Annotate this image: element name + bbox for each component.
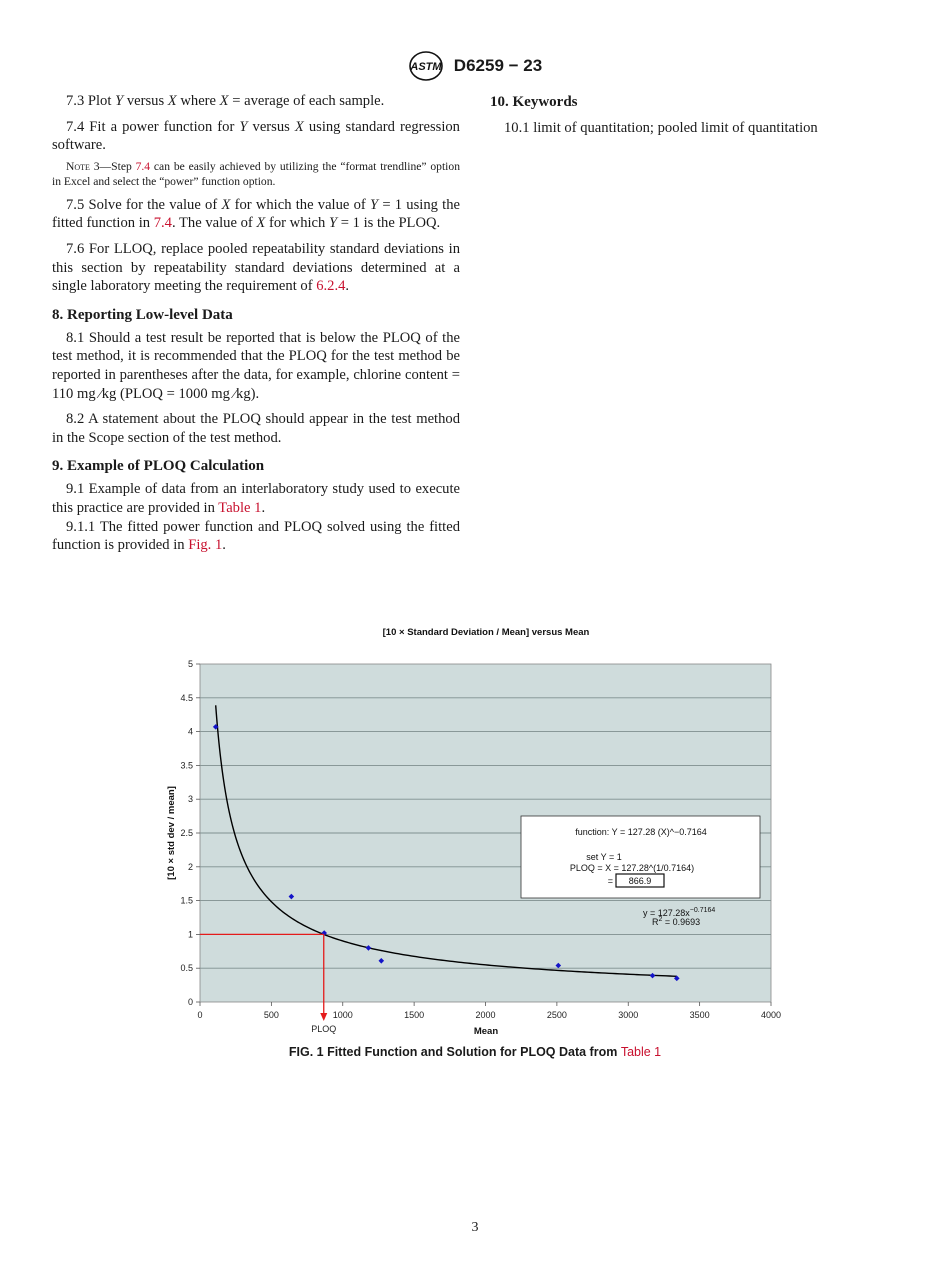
y-tick-label: 2 <box>187 861 193 872</box>
y-tick-label: 2.5 <box>180 828 193 838</box>
heading-9: 9. Example of PLOQ Calculation <box>52 458 265 475</box>
para-9-1-1: 9.1.1 The fitted power function and PLOQ solved using the fitted function is provided in Fig. 1. <box>52 518 460 554</box>
para-7-3: 7.3 Plot Y versus X where X = average of each sample. <box>66 93 385 109</box>
y-tick-label: 3 <box>187 794 193 805</box>
trendline-equation: $y = 127.28x^{-0.7164}$ <box>643 907 716 918</box>
function-line: function: Y = 127.28 (X)^−0.7164 <box>575 827 707 837</box>
y-tick-label: 5 <box>187 659 193 669</box>
y-tick-label: 1 <box>187 929 193 940</box>
para-8-1: 8.1 Should a test result be reported that is below the PLOQ of the test method, it is recommended that the PLOQ for the test method be reported in parentheses after the data, for example, chlorine content = 110 mg ⁄kg (PLOQ = 1000 mg ⁄kg). <box>52 329 460 402</box>
set-y-line: set Y = 1 <box>586 852 622 862</box>
x-tick-label: 1500 <box>404 1010 425 1020</box>
heading-10: 10. Keywords <box>490 94 578 110</box>
ploq-value: 866.9 <box>628 876 652 886</box>
link-6-2-4[interactable]: 6.2.4 <box>316 278 346 295</box>
page-number: 3 <box>471 1220 479 1235</box>
x-tick-label: 4000 <box>760 1010 782 1020</box>
y-tick-label: 1.5 <box>180 895 193 906</box>
left-column <box>52 92 460 555</box>
x-axis-label: Mean <box>473 1026 499 1037</box>
equals-sign: = <box>607 876 613 886</box>
y-axis-label: [10 × std dev / mean] <box>166 786 177 880</box>
y-axis-ticks <box>180 659 200 1007</box>
para-10-1: 10.1 limit of quantitation; pooled limit of quantitation <box>504 120 818 136</box>
link-fig-1[interactable]: Fig. 1 <box>188 537 223 554</box>
x-tick-label: 500 <box>263 1010 279 1020</box>
function-box <box>521 816 760 898</box>
x-tick-label: 3000 <box>618 1010 639 1020</box>
astm-logo-text: ASTM <box>410 61 442 73</box>
link-7-4[interactable]: 7.4 <box>135 159 151 173</box>
x-tick-label: 1000 <box>332 1010 353 1020</box>
x-tick-label: 2000 <box>475 1010 496 1020</box>
page-header <box>0 50 950 82</box>
para-7-4: 7.4 Fit a power function for Y versus X using standard regression software. <box>52 118 460 154</box>
chart-svg <box>150 620 800 1060</box>
y-tick-label: 4 <box>187 726 193 737</box>
y-tick-label: 3.5 <box>180 760 193 771</box>
y-tick-label: 4.5 <box>180 692 193 703</box>
x-tick-label: 0 <box>197 1010 203 1020</box>
astm-logo <box>408 50 444 82</box>
y-tick-label: 0.5 <box>180 963 193 974</box>
chart-title: [10 × Standard Deviation / Mean] versus Mean <box>382 627 590 638</box>
ploq-formula-line: PLOQ = X = 127.28^(1/0.7164) <box>569 863 695 873</box>
figure-caption: FIG. 1 Fitted Function and Solution for PLOQ Data from Table 1 <box>288 1045 662 1059</box>
document-designation: D6259 − 23 <box>453 56 543 75</box>
right-column <box>490 92 900 138</box>
x-axis-ticks <box>197 1002 781 1020</box>
para-9-1: 9.1 Example of data from an interlaboratory study used to execute this practice are provided in Table 1. <box>52 481 460 516</box>
link-7-4-b[interactable]: 7.4 <box>153 215 172 232</box>
para-8-2: 8.2 A statement about the PLOQ should appear in the test method in the Scope section of the test method. <box>52 411 460 446</box>
y-tick-label: 0 <box>187 997 193 1007</box>
heading-8: 8. Reporting Low-level Data <box>52 306 233 323</box>
link-table-1[interactable]: Table 1 <box>218 499 262 516</box>
para-7-5: 7.5 Solve for the value of X for which the value of Y = 1 using the fitted function in 7.4. The value of X for which Y = 1 is the PLOQ. <box>52 196 460 232</box>
x-tick-label: 3500 <box>689 1010 710 1020</box>
figure-1-chart <box>150 620 800 1060</box>
link-table-1-caption[interactable]: Table 1 <box>620 1045 662 1059</box>
ploq-arrowhead <box>320 1013 327 1021</box>
note-3: Note 3—Step 7.4 can be easily achieved by utilizing the “format trendline” option in Excel and select the “power” function option. <box>52 159 460 188</box>
para-7-6: 7.6 For LLOQ, replace pooled repeatability standard deviations in this section by repeatability standard deviations determined at a single laboratory meeting the requirement of 6.2.4. <box>52 240 460 295</box>
r-squared: $R^2 = 0.9693$ <box>652 916 701 927</box>
ploq-label: PLOQ <box>311 1024 337 1034</box>
x-tick-label: 2500 <box>546 1010 567 1020</box>
